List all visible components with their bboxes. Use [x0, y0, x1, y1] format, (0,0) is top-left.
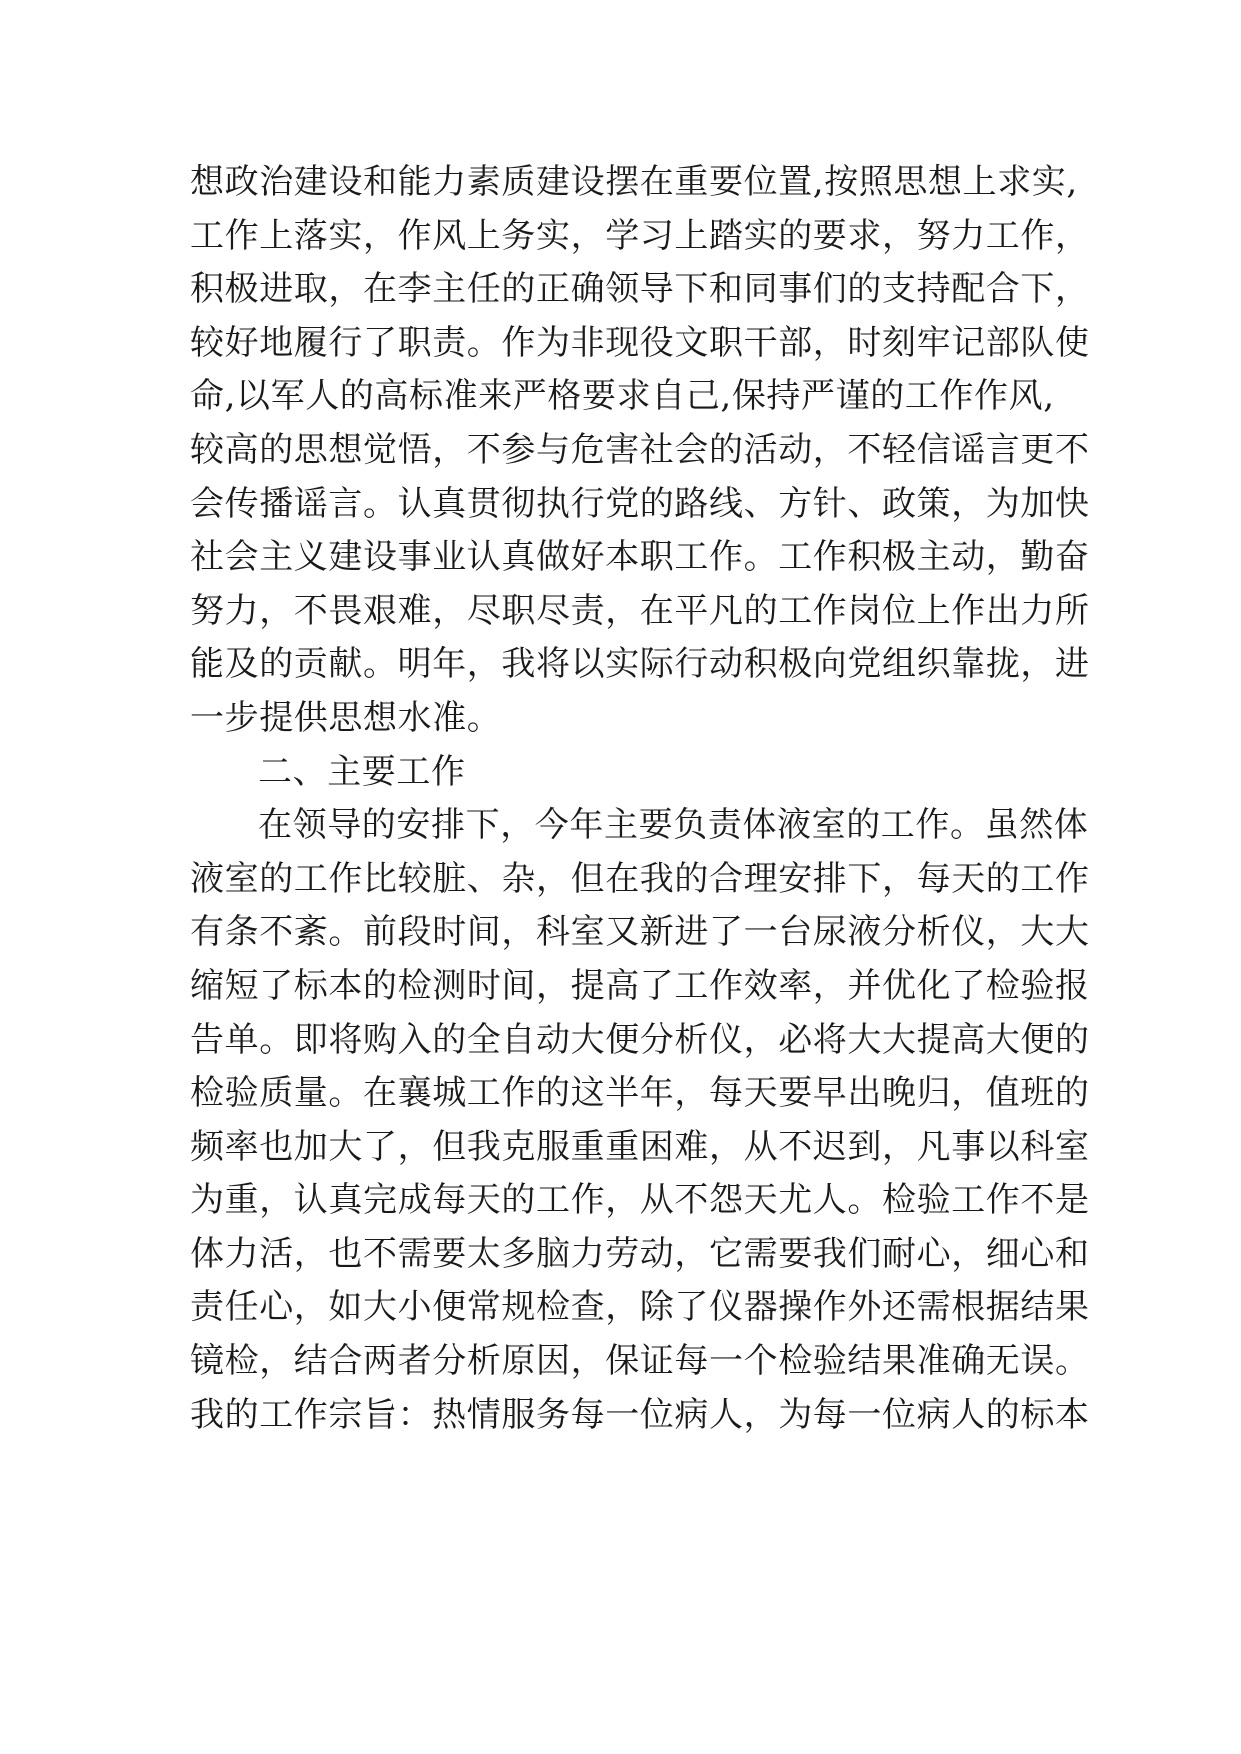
text-line: 体力活，也不需要太多脑力劳动，它需要我们耐心，细心和	[190, 1233, 1090, 1274]
text-line: 努力，不畏艰难，尽职尽责，在平凡的工作岗位上作出力所	[190, 590, 1090, 631]
text-line: 告单。即将购入的全自动大便分析仪，必将大大提高大便的	[190, 1019, 1090, 1060]
text-line: 命,以军人的高标准来严格要求自己,保持严谨的工作作风,	[190, 376, 1055, 417]
text-line: 能及的贡献。明年，我将以实际行动积极向党组织靠拢，进	[190, 644, 1090, 685]
text-line: 我的工作宗旨：热情服务每一位病人，为每一位病人的标本	[190, 1394, 1090, 1435]
text-line: 想政治建设和能力素质建设摆在重要位置,按照思想上求实,	[190, 162, 1078, 202]
text-line: 有条不紊。前段时间，科室又新进了一台尿液分析仪，大大	[190, 912, 1090, 953]
text-line: 工作上落实，作风上务实，学习上踏实的要求，努力工作，	[190, 215, 1090, 256]
text-line: 较高的思想觉悟，不参与危害社会的活动，不轻信谣言更不	[190, 429, 1090, 470]
text-line: 积极进取，在李主任的正确领导下和同事们的支持配合下，	[190, 269, 1090, 310]
body-text	[190, 156, 1090, 1442]
text-line: 检验质量。在襄城工作的这半年，每天要早出晚归，值班的	[190, 1073, 1090, 1114]
text-line: 为重，认真完成每天的工作，从不怨天尤人。检验工作不是	[190, 1180, 1090, 1221]
text-line: 一步提供思想水准。	[190, 697, 502, 738]
text-line: 镜检，结合两者分析原因，保证每一个检验结果准确无误。	[190, 1341, 1090, 1382]
text-line: 较好地履行了职责。作为非现役文职干部，时刻牢记部队使	[190, 322, 1090, 363]
section-heading: 二、主要工作	[258, 751, 466, 792]
text-line: 液室的工作比较脏、杂，但在我的合理安排下，每天的工作	[190, 858, 1090, 899]
text-line: 责任心，如大小便常规检查，除了仪器操作外还需根据结果	[190, 1287, 1090, 1328]
text-line: 会传播谣言。认真贯彻执行党的路线、方针、政策，为加快	[190, 483, 1090, 524]
text-line: 频率也加大了，但我克服重重困难，从不迟到，凡事以科室	[190, 1126, 1090, 1167]
text-line: 缩短了标本的检测时间，提高了工作效率，并优化了检验报	[190, 965, 1090, 1006]
paragraph-start-line: 在领导的安排下，今年主要负责体液室的工作。虽然体	[258, 805, 1089, 846]
text-line: 社会主义建设事业认真做好本职工作。工作积极主动，勤奋	[190, 537, 1090, 578]
